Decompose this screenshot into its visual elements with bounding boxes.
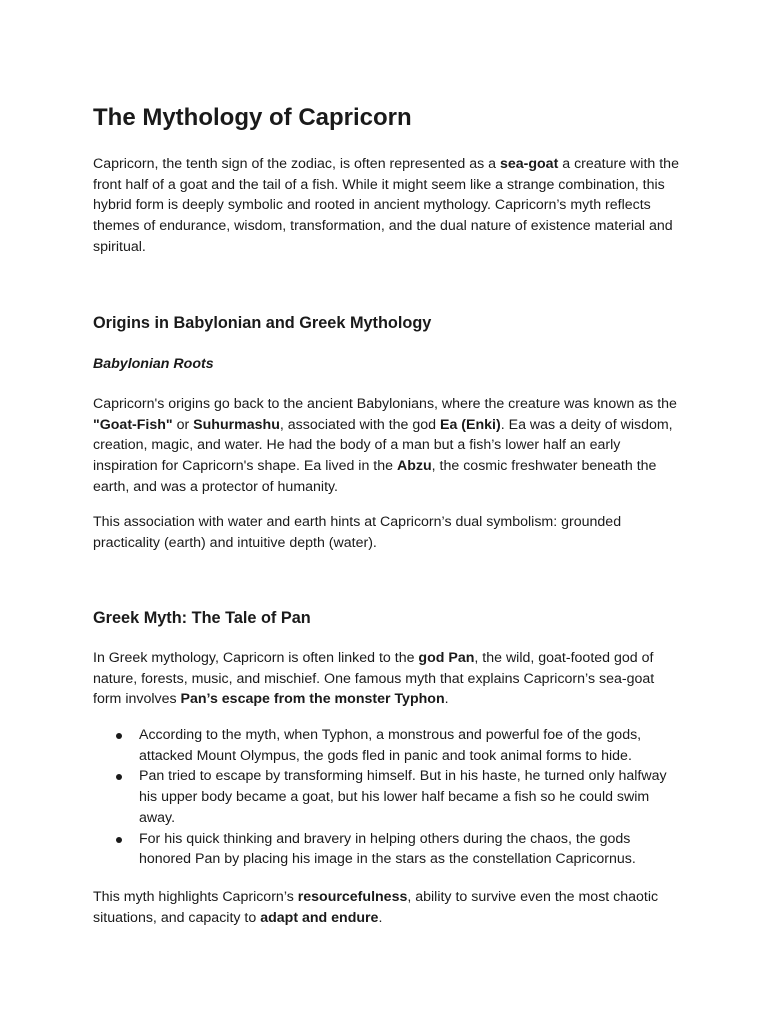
bullet-icon	[116, 733, 122, 739]
greek-text-2: , the wild, goat-footed god of nature, forests, music, and mischief. One famous myth that explains Capricorn’s sea-goat form involves	[93, 650, 655, 708]
conclusion-text-2: , ability to survive even the most chaotic situations, and capacity to	[93, 889, 659, 926]
greek-text-1: In Greek mythology, Capricorn is often linked to the	[93, 650, 419, 666]
page-title: The Mythology of Capricorn	[93, 104, 412, 131]
list-item-text: According to the myth, when Typhon, a monstrous and powerful foe of the gods, attacked Mount Olympus, the gods fled in panic and took animal forms to hide.	[139, 727, 642, 764]
bold-resourcefulness: resourcefulness	[297, 889, 408, 905]
section-heading-greek-myth: Greek Myth: The Tale of Pan	[93, 609, 311, 627]
list-item-text: For his quick thinking and bravery in helping others during the chaos, the gods honored Pan by placing his image in the stars as the constellation Capricornus.	[139, 830, 636, 868]
bullet-icon	[116, 837, 122, 843]
babylonian-text-4: . Ea was a deity of wisdom, creation, magic, and water. He had the body of a man but a fish’s lower half an early inspiration for Capricorn's shape. Ea lived in the	[93, 416, 673, 475]
symbolism-paragraph: This association with water and earth hints at Capricorn’s dual symbolism: grounded practicality (earth) and intuitive depth (water).	[93, 514, 622, 551]
bold-adapt-and-endure: adapt and endure	[260, 909, 379, 926]
babylonian-text-2: or	[172, 416, 194, 433]
greek-intro-paragraph	[93, 648, 683, 710]
bold-suhurmashu: Suhurmashu	[193, 416, 280, 433]
greek-text-3: .	[444, 691, 449, 708]
intro-text-1: Capricorn, the tenth sign of the zodiac, is often represented as a	[93, 156, 500, 172]
babylonian-paragraph	[93, 394, 683, 498]
babylonian-text-3: , associated with the god	[279, 416, 440, 433]
intro-bold-sea-goat: sea-goat	[499, 156, 559, 172]
babylonian-text-1: Capricorn's origins go back to the ancient Babylonians, where the creature was known as the	[93, 396, 677, 412]
list-item	[93, 766, 683, 828]
bold-pans-escape: Pan’s escape from the monster Typhon	[180, 691, 445, 708]
list-item-text: Pan tried to escape by transforming himself. But in his haste, he turned only halfway his upper body became a goat, but his lower half became a fish so he could swim away.	[139, 768, 667, 826]
conclusion-paragraph	[93, 887, 683, 928]
babylonian-text-5: , the cosmic freshwater beneath the earth, and was a protector of humanity.	[93, 458, 657, 495]
intro-paragraph	[93, 154, 683, 258]
list-item	[93, 829, 683, 870]
bold-ea-enki: Ea (Enki)	[440, 416, 501, 433]
myth-bullet-list	[93, 725, 683, 870]
conclusion-text-1: This myth highlights Capricorn’s	[93, 889, 298, 905]
bold-goat-fish: "Goat-Fish"	[93, 416, 173, 433]
bold-abzu: Abzu	[396, 458, 432, 475]
subheading-babylonian-roots: Babylonian Roots	[93, 356, 214, 372]
bullet-icon	[116, 774, 122, 780]
bold-god-pan: god Pan	[418, 650, 475, 666]
section-heading-origins: Origins in Babylonian and Greek Mythology	[93, 314, 432, 332]
list-item	[93, 725, 683, 766]
conclusion-text-3: .	[378, 909, 383, 926]
intro-text-2: a creature with the front half of a goat and the tail of a fish. While it might seem like a strange combination, this hybrid form is deeply symbolic and rooted in ancient mythology. Capricorn’s myth reflects themes of endurance, wisdom, transformation, and the dual nature of existence material and spiritual.	[93, 156, 679, 255]
